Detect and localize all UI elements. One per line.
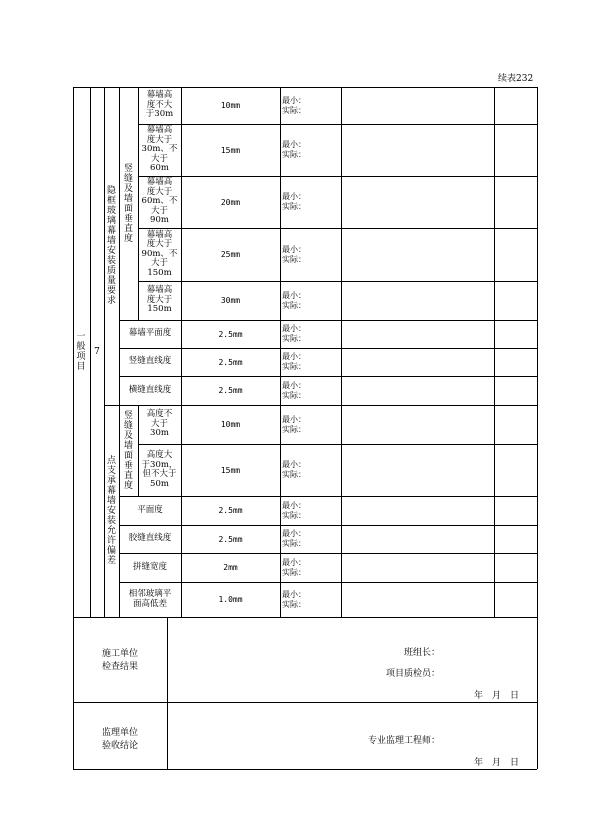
row-standard: 30mm (220, 296, 241, 305)
row-standard: 15mm (220, 145, 241, 155)
sub-vertical-label-2: 竖缝及墙面垂直度 (123, 410, 133, 491)
supervision-date: 年 月 日 (474, 758, 520, 768)
supervision-unit-label: 监理单位 验收结论 (101, 728, 138, 751)
row-label: 幕墙高 度不大 于30m (145, 90, 174, 120)
row-min-actual: 最小： 实际： (282, 95, 306, 115)
category-label (73, 87, 89, 617)
row-result-field[interactable] (342, 583, 493, 616)
item-number: 7 (94, 347, 100, 357)
construction-unit-label: 施工单位 检查结果 (101, 649, 138, 672)
row-min-actual: 最小： 实际： (282, 460, 306, 479)
table-rule (167, 617, 168, 769)
row-min-actual: 最小： 实际： (282, 192, 306, 211)
supervision-engineer-label: 专业监理工程师： (368, 736, 441, 746)
continued-table-label: 续表232 (498, 74, 534, 84)
row-standard: 10mm (220, 101, 241, 110)
category-text: 一般项目 (76, 332, 86, 372)
row-min-actual: 最小： 实际： (282, 140, 306, 159)
row-label: 横缝直线度 (128, 384, 172, 395)
row-result-field[interactable] (342, 406, 493, 443)
row-label: 幕墙高 度大于 150m (146, 285, 173, 315)
row-label: 幕墙高 度大于 60m、不 大于 90m (141, 177, 178, 226)
row-min-actual: 最小： 实际： (282, 380, 306, 400)
row-standard: 15mm (220, 465, 241, 475)
row-label: 幕墙平面度 (128, 328, 172, 339)
row-label: 幕墙高 度大于 30m、不 大于 60m (141, 125, 178, 174)
row-standard: 20mm (220, 197, 241, 207)
row-min-actual: 最小： 实际： (282, 324, 306, 343)
row-result-field[interactable] (342, 282, 493, 319)
table-rule (73, 702, 537, 703)
row-result-field[interactable] (342, 229, 493, 280)
row-label: 相邻玻璃平 面高低差 (128, 589, 172, 609)
row-standard: 10mm (220, 420, 241, 429)
row-result-field[interactable] (342, 526, 493, 552)
row-label: 竖缝直线度 (128, 356, 172, 367)
row-result-field[interactable] (342, 377, 493, 404)
row-min-actual: 最小： 实际： (282, 290, 306, 310)
row-result-field[interactable] (342, 88, 493, 123)
row-label: 高度大 于30m， 但不大于 50m (141, 450, 178, 489)
row-min-actual: 最小： 实际： (282, 529, 306, 548)
construction-date: 年 月 日 (474, 691, 520, 701)
row-result-field[interactable] (342, 125, 493, 175)
row-standard: 2.5mm (218, 329, 243, 339)
team-leader-label: 班组长： (404, 648, 441, 658)
row-standard: 2.5mm (218, 386, 243, 395)
table-rule (280, 87, 281, 617)
row-min-actual: 最小： 实际： (282, 244, 306, 264)
quality-inspector-label: 项目质检员： (386, 669, 441, 679)
row-standard: 2.5mm (218, 357, 243, 367)
sub-vertical-label-1: 竖缝及墙面垂直度 (123, 163, 133, 244)
row-label: 高度不 大于 30m (146, 409, 173, 439)
row-min-actual: 最小： 实际： (282, 352, 306, 371)
table-rule (73, 769, 537, 770)
group-point-support-label: 点支承幕墙安装允许偏差 (106, 456, 116, 566)
row-label: 拼缝宽度 (132, 561, 167, 572)
row-standard: 25mm (220, 250, 241, 259)
row-label: 平面度 (137, 504, 163, 515)
row-min-actual: 最小： 实际： (282, 500, 306, 520)
row-standard: 2mm (223, 563, 238, 572)
row-result-field[interactable] (342, 177, 493, 227)
row-result-field[interactable] (342, 349, 493, 375)
table-rule (537, 87, 538, 769)
row-result-field[interactable] (342, 321, 493, 347)
row-result-field[interactable] (342, 554, 493, 581)
row-standard: 2.5mm (218, 534, 243, 544)
row-standard: 2.5mm (218, 506, 243, 515)
row-min-actual: 最小： 实际： (282, 557, 306, 577)
table-rule (494, 87, 495, 617)
row-result-field[interactable] (342, 445, 493, 495)
table-rule (73, 617, 537, 618)
row-min-actual: 最小： 实际： (282, 414, 306, 434)
row-label: 幕墙高 度大于 90m、不 大于 150m (141, 229, 178, 278)
row-label: 胶缝直线度 (128, 533, 172, 544)
group-hidden-frame-label: 隐框玻璃幕墙安装质量要求 (106, 186, 116, 306)
row-min-actual: 最小： 实际： (282, 589, 306, 609)
row-standard: 1.0mm (218, 595, 243, 604)
row-result-field[interactable] (342, 497, 493, 524)
